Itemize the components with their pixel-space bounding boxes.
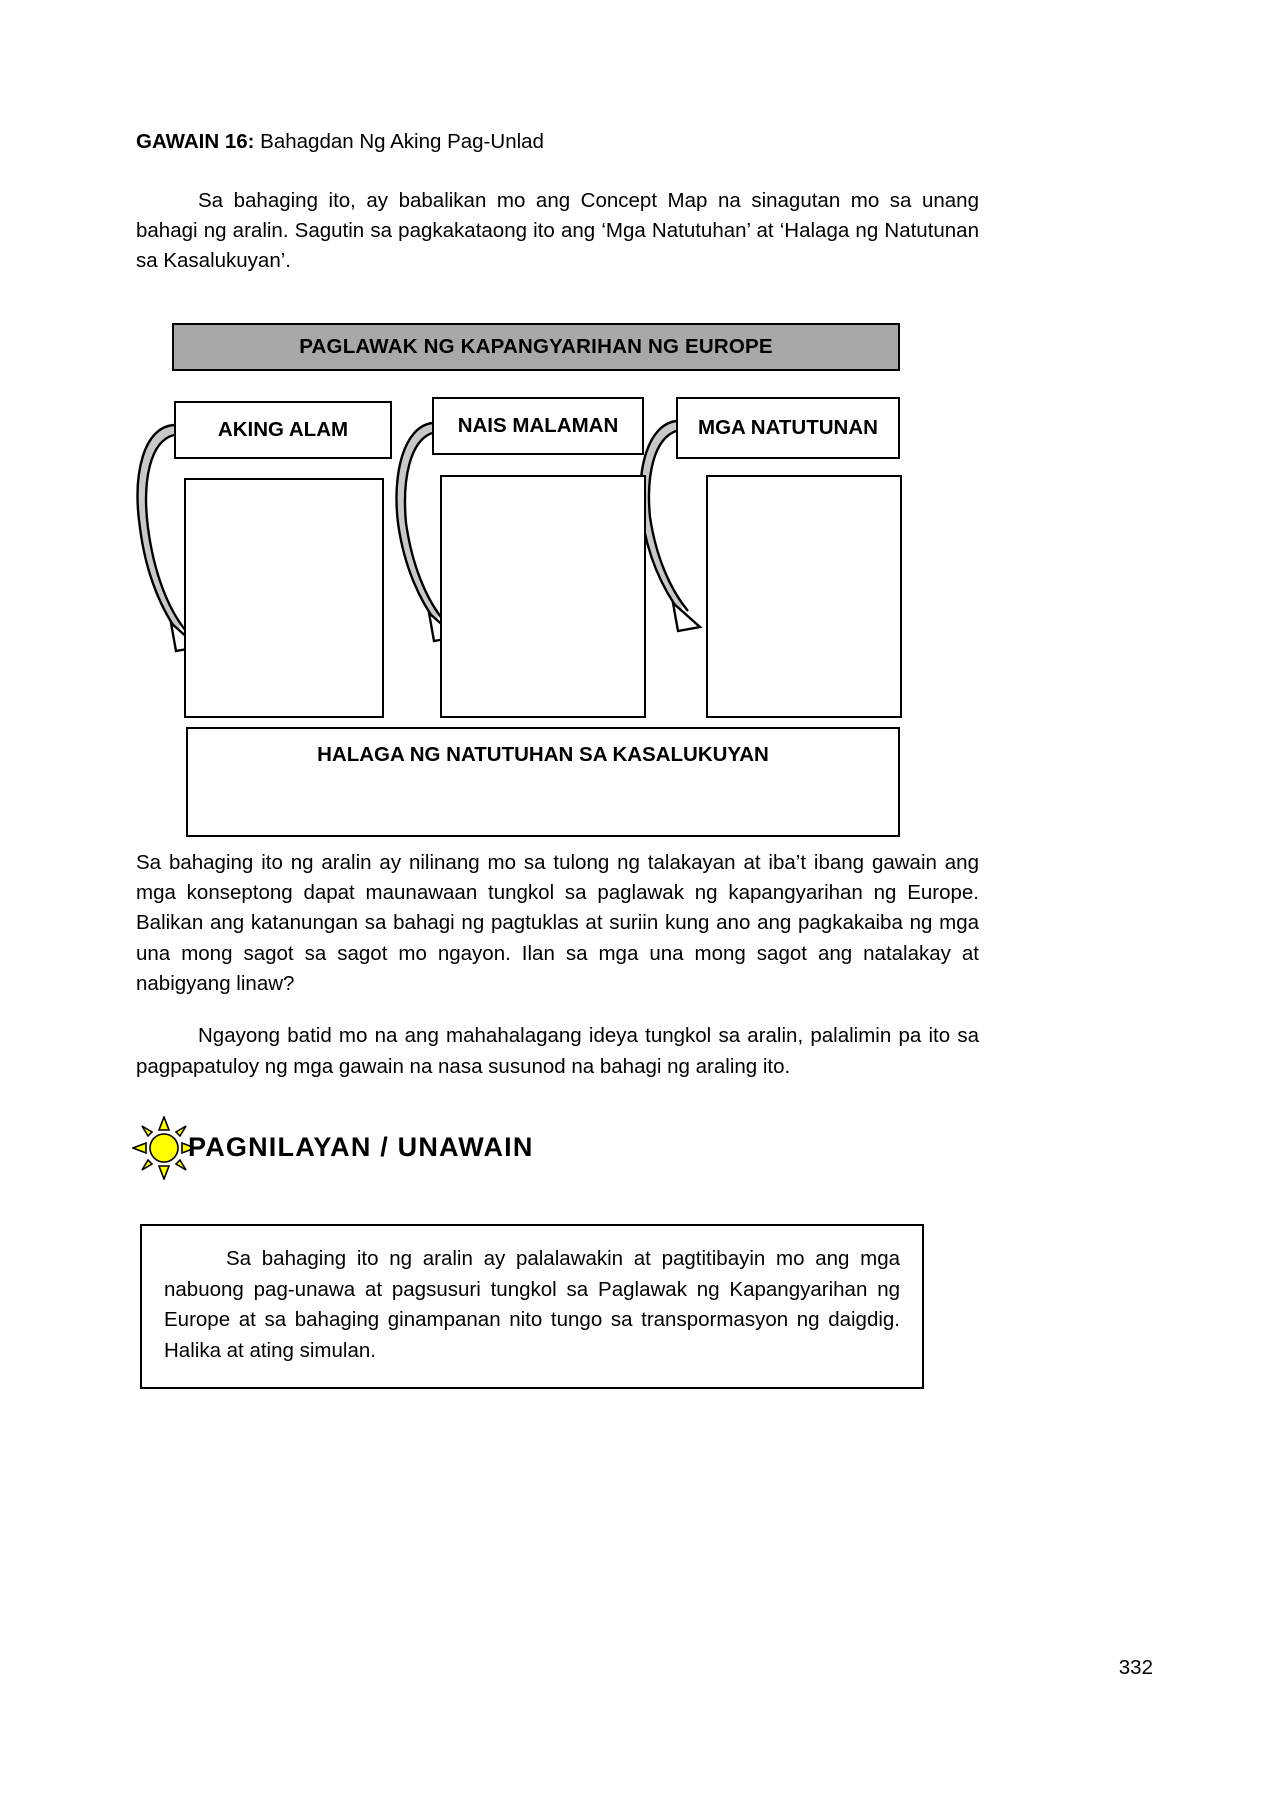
page-content [136, 128, 979, 1389]
body-paragraph-2: Ngayong batid mo na ang mahahalagang ideya tungkol sa aralin, palalimin pa ito sa pagpapatuloy ng mga gawain na nasa susunod na bahagi ng araling ito. [136, 1024, 979, 1078]
concept-map-header-label: NAIS MALAMAN [457, 414, 619, 438]
activity-label: GAWAIN 16: [136, 130, 255, 153]
concept-map-header-aking-alam [174, 401, 392, 459]
framed-callout-box [140, 1224, 924, 1389]
concept-map-header-label: AKING ALAM [217, 418, 349, 442]
body-paragraph-1: Sa bahaging ito ng aralin ay nilinang mo sa tulong ng talakayan at iba’t ibang gawain ang mga konseptong dapat maunawaan tungkol sa paglawak ng kapangyarihan ng Europe. Balikan ang katanungan sa bahagi ng pagtuklas at suriin kung ano ang pagkakaiba ng mga una mong sagot sa sagot mo ngayon. Ilan sa mga una mong sagot ang natalakay at nabigyang linaw? [136, 850, 979, 995]
intro-paragraph: Sa bahaging ito, ay babalikan mo ang Concept Map na sinagutan mo sa unang bahagi ng aralin. Sagutin sa pagkakataong ito ang ‘Mga Natutuhan’ at ‘Halaga ng Natutunan sa Kasalukuyan’. [136, 188, 979, 273]
concept-map-header-nais-malaman [432, 397, 644, 455]
concept-map [136, 323, 979, 848]
concept-map-title: PAGLAWAK NG KAPANGYARIHAN NG EUROPE [299, 334, 773, 358]
activity-title: Bahagdan Ng Aking Pag-Unlad [254, 130, 544, 153]
page-number: 332 [1118, 1656, 1153, 1679]
concept-map-answer-box-mga-natutunan[interactable] [706, 475, 902, 718]
concept-map-answer-box-nais-malaman[interactable] [440, 475, 646, 718]
section-heading-text: PAGNILAYAN / UNAWAIN [188, 1132, 534, 1163]
section-heading [136, 1116, 979, 1180]
concept-map-header-label: MGA NATUTUNAN [698, 416, 878, 440]
concept-map-answer-box-aking-alam[interactable] [184, 478, 384, 718]
activity-heading [136, 128, 979, 156]
concept-map-title-bar [172, 323, 900, 371]
concept-map-footer-label: HALAGA NG NATUTUHAN SA KASALUKUYAN [317, 742, 769, 766]
sun-icon [132, 1116, 196, 1180]
framed-paragraph: Sa bahaging ito ng aralin ay palalawakin at pagtitibayin mo ang mga nabuong pag-unawa at pagsusuri tungkol sa Paglawak ng Kapangyarihan ng Europe at sa bahaging ginampanan nito tungo sa transpormasyon ng daigdig. Halika at ating simulan. [164, 1246, 900, 1363]
concept-map-footer-box[interactable] [186, 727, 900, 837]
concept-map-header-mga-natutunan [676, 397, 900, 459]
